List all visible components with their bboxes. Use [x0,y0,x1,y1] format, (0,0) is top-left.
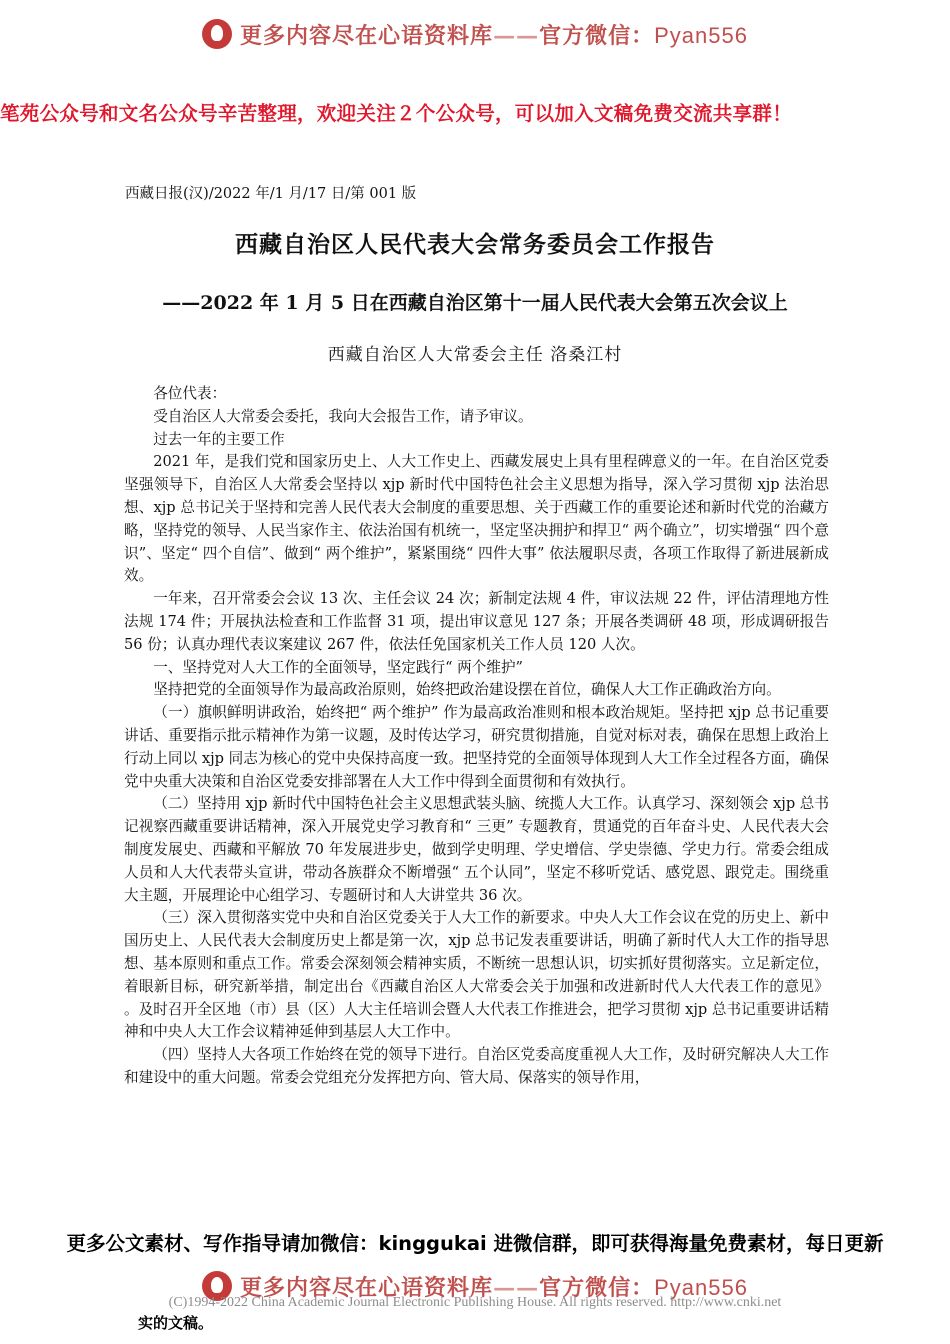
heart-logo-icon [202,19,232,49]
document-author: 西藏自治区人大常委会主任 洛桑江村 [327,345,623,365]
section-heading: 一、坚持党对人大工作的全面领导，坚定践行“ 两个维护” [153,658,524,676]
banner-text [240,19,748,50]
banner-title: 更多内容尽在心语资料库 [240,1274,494,1301]
publication-meta: 西藏日报(汉)/2022 年/1 月/17 日/第 001 版 [125,186,417,202]
document-subtitle: ——2022 年 1 月 5 日在西藏自治区第十一届人民代表大会第五次会议上 [162,292,788,314]
cut-off-text: 实的文稿。 [138,1314,214,1332]
top-notice: 笔苑公众号和文名公众号辛苦整理，欢迎关注２个公众号，可以加入文稿免费交流共享群！ [0,102,793,125]
banner-title: 更多内容尽在心语资料库 [240,22,494,49]
banner-wechat-id: Pyan556 [654,1274,748,1300]
top-banner [0,14,950,54]
paragraph: 受自治区人大常委会委托，我向大会报告工作，请予审议。 [153,407,533,425]
paragraph: 各位代表： [153,385,227,402]
paragraph: （二）坚持用 xjp 新时代中国特色社会主义思想武装头脑、统揽人大工作。认真学习、深刻领会 xjp 总书记视察西藏重要讲话精神，深入开展党史学习教育和“ 三更” 专题教育，贯通党的百年奋斗史、人民代表大会制度发展史、西藏和平解放 70 年发展进步史，做到学史明理、学史增信、学史崇德、学史力行。常委会组成人员和人大代表带头宣讲，带动各族群众不断增强“ 五个认同”，坚定不移听党话、感党恩、跟党走。围绕重大主题，开展理论中心组学习、专题研讨和人大讲堂共 36 次。 [124,795,829,904]
paragraph: 坚持把党的全面领导作为最高政治原则，始终把政治建设摆在首位，确保人大工作正确政治方向。 [153,681,781,699]
paragraph: 过去一年的主要工作 [153,430,285,448]
banner-separator: —— [493,1274,540,1301]
banner-wechat-id: Pyan556 [654,22,748,48]
paragraph: （四）坚持人大各项工作始终在党的领导下进行。自治区党委高度重视人大工作，及时研究解决人大工作和建设中的重大问题。常委会党组充分发挥把方向、管大局、保落实的领导作用， [124,1046,829,1086]
paragraph: 一年来，召开常委会会议 13 次、主任会议 24 次；新制定法规 4 件，审议法规 22 件，评估清理地方性法规 174 件；开展执法检查和工作监督 31 项，提出审议意见 127 条；开展各类调研 48 项，形成调研报告 56 份；认真办理代表议案建议 267 件，依法任免国家机关工作人员 120 人次。 [124,590,829,653]
report-body [124,383,829,1090]
copyright-footer: (C)1994-2022 China Academic Journal Electronic Publishing House. All rights reserved. http://www.cnki.net [168,1295,782,1310]
document-title: 西藏自治区人民代表大会常务委员会工作报告 [235,232,715,258]
paragraph: （一）旗帜鲜明讲政治，始终把“ 两个维护” 作为最高政治准则和根本政治规矩。坚持把 xjp 总书记重要讲话、重要指示批示精神作为第一议题，及时传达学习，研究贯彻措施，自觉对标对表，确保在思想上政治上行动上同以 xjp 同志为核心的党中央保持高度一致。把坚持党的全面领导体现到人大工作全过程各方面，确保党中央重大决策和自治区党委安排部署在人大工作中得到全面贯彻和有效执行。 [124,704,829,790]
paragraph: 2021 年，是我们党和国家历史上、人大工作史上、西藏发展史上具有里程碑意义的一年。在自治区党委坚强领导下，自治区人大常委会坚持以 xjp 新时代中国特色社会主义思想为指导，深入学习贯彻 xjp 法治思想、xjp 总书记关于坚持和完善人民代表大会制度的重要思想、关于西藏工作的重要论述和新时代党的治藏方略，坚持党的领导、人民当家作主、依法治国有机统一，坚定坚决拥护和捍卫“ 两个确立”，切实增强“ 四个意识”、坚定“ 四个自信”、做到“ 两个维护”，紧紧围绕“ 四件大事” 依法履职尽责，各项工作取得了新进展新成效。 [124,453,829,585]
paragraph: （三）深入贯彻落实党中央和自治区党委关于人大工作的新要求。中央人大工作会议在党的历史上、新中国历史上、人民代表大会制度历史上都是第一次，xjp 总书记发表重要讲话，明确了新时代人大工作的指导思想、基本原则和重点工作。常委会深刻领会精神实质，不断统一思想认识，切实抓好贯彻落实。立足新定位，着眼新目标，研究新举措，制定出台《西藏自治区人大常委会关于加强和改进新时代人大代表工作的意见》 。及时召开全区地（市）县（区）人大主任培训会暨人大代表工作推进会，把学习贯彻 xjp 总书记重要讲话精神和中央人大工作会议精神延伸到基层人大工作中。 [124,909,829,1041]
banner-label: 官方微信： [539,1274,655,1301]
banner-label: 官方微信： [539,22,655,49]
bottom-notice: 更多公文素材、写作指导请加微信：kinggukai 进微信群，即可获得海量免费素材，每日更新 [0,1224,950,1260]
banner-separator: —— [493,22,540,49]
